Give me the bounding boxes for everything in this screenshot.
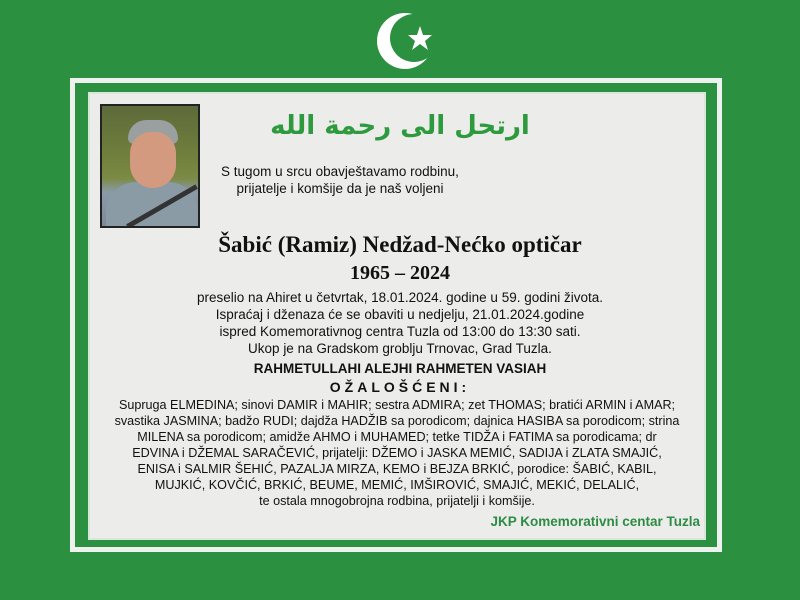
info-line: preselio na Ahiret u četvrtak, 18.01.2024. godine u 59. godini života.: [196, 290, 604, 305]
prayer-line: RAHMETULLAHI ALEJHI RAHMETEN VASIAH: [253, 361, 547, 376]
funeral-info: [100, 289, 700, 357]
intro-line: S tugom u srcu obavještavamo rodbinu,: [221, 164, 459, 179]
info-line: ispred Komemorativnog centra Tuzla od 13:00 do 13:30 sati.: [219, 324, 581, 339]
intro-line: prijatelje i komšije da je naš voljeni: [236, 181, 444, 196]
mourners-line: MILENA sa porodicom; amidže AHMO i MUHAMED; tetke TIDŽA i FATIMA sa porodicama; dr: [137, 430, 657, 444]
mourners-line: te ostala mnogobrojna rodbina, prijatelji i komšije.: [259, 494, 535, 508]
mourners-list: [92, 397, 702, 509]
life-years: 1965 – 2024: [350, 262, 450, 284]
crescent-star-icon: [372, 6, 442, 76]
mourners-line: svastika JASMINA; badžo RUDI; dajdža HADŽIB sa porodicom; dajnica HASIBA sa porodicom; strina: [114, 414, 680, 428]
intro-text: [180, 163, 500, 197]
info-line: Ispraćaj i dženaza će se obaviti u nedjelju, 21.01.2024.godine: [215, 307, 585, 322]
arabic-calligraphy: ارتحل الى رحمة الله: [270, 111, 530, 141]
mourners-heading: OŽALOŠĆENI:: [329, 379, 471, 395]
mourners-line: Supruga ELMEDINA; sinovi DAMIR i MAHIR; sestra ADMIRA; zet THOMAS; bratići ARMIN i AMAR;: [118, 398, 676, 412]
mourners-line: EDVINA i DŽEMAL SARAČEVIĆ, prijatelji: DŽEMO i JASKA MEMIĆ, SADIJA i ZLATA SMAJIĆ,: [132, 446, 662, 460]
mourners-line: ENISA i SALMIR ŠEHIĆ, PAZALJA MIRZA, KEMO i BEJZA BRKIĆ, porodice: ŠABIĆ, KABIL,: [137, 462, 657, 476]
publisher-signature: JKP Komemorativni centar Tuzla: [490, 514, 700, 529]
mourners-line: MUJKIĆ, KOVČIĆ, BRKIĆ, BEUME, MEMIĆ, IMŠIROVIĆ, SMAJIĆ, MEKIĆ, DELALIĆ,: [154, 478, 640, 492]
deceased-name: Šabić (Ramiz) Nedžad-Nećko optičar: [218, 232, 582, 257]
info-line: Ukop je na Gradskom groblju Trnovac, Grad Tuzla.: [248, 341, 552, 356]
